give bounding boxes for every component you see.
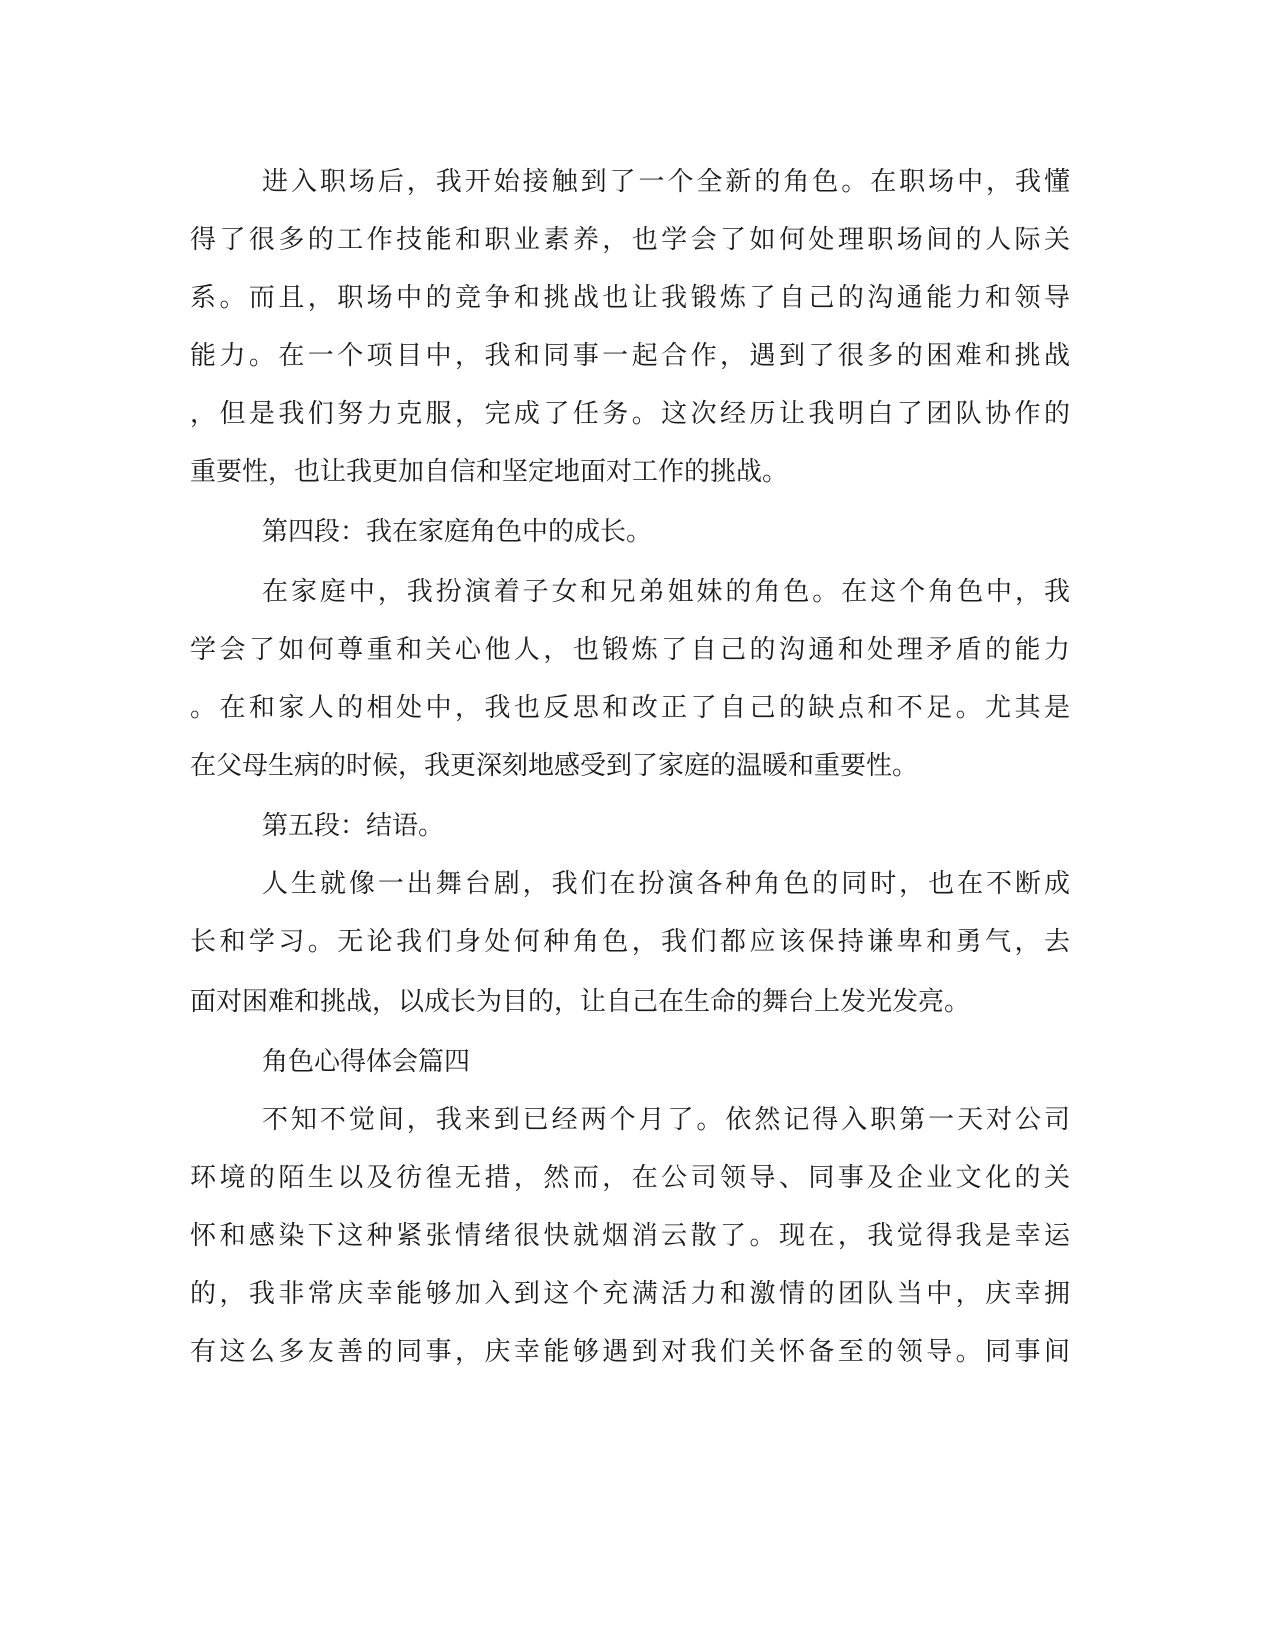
section-heading: 角色心得体会篇四 bbox=[262, 1047, 471, 1077]
text-line: 有这么多友善的同事，庆幸能够遇到对我们关怀备至的领导。同事间 bbox=[190, 1337, 1070, 1367]
text-line: 重要性，也让我更加自信和坚定地面对工作的挑战。 bbox=[190, 457, 789, 487]
text-line: 环境的陌生以及彷徨无措，然而，在公司领导、同事及企业文化的关 bbox=[190, 1163, 1070, 1193]
text-line: 得了很多的工作技能和职业素养，也学会了如何处理职场间的人际关 bbox=[190, 225, 1070, 255]
text-line: 在家庭中，我扮演着子女和兄弟姐妹的角色。在这个角色中，我 bbox=[262, 577, 1070, 607]
text-line: 。在和家人的相处中，我也反思和改正了自己的缺点和不足。尤其是 bbox=[190, 693, 1070, 723]
text-line: ，但是我们努力克服，完成了任务。这次经历让我明白了团队协作的 bbox=[190, 399, 1070, 429]
text-line: 人生就像一出舞台剧，我们在扮演各种角色的同时，也在不断成 bbox=[262, 869, 1070, 899]
text-line: 能力。在一个项目中，我和同事一起合作，遇到了很多的困难和挑战 bbox=[190, 341, 1070, 371]
section-heading: 第四段：我在家庭角色中的成长。 bbox=[262, 517, 653, 547]
text-line: 不知不觉间，我来到已经两个月了。依然记得入职第一天对公司 bbox=[262, 1105, 1070, 1135]
section-heading: 第五段：结语。 bbox=[262, 811, 445, 841]
text-line: 系。而且，职场中的竞争和挑战也让我锻炼了自己的沟通能力和领导 bbox=[190, 283, 1070, 313]
text-line: 面对困难和挑战，以成长为目的，让自己在生命的舞台上发光发亮。 bbox=[190, 987, 971, 1017]
text-line: 进入职场后，我开始接触到了一个全新的角色。在职场中，我懂 bbox=[262, 167, 1070, 197]
text-line: 学会了如何尊重和关心他人，也锻炼了自己的沟通和处理矛盾的能力 bbox=[190, 635, 1070, 665]
text-line: 长和学习。无论我们身处何种角色，我们都应该保持谦卑和勇气，去 bbox=[190, 927, 1070, 957]
text-line: 怀和感染下这种紧张情绪很快就烟消云散了。现在，我觉得我是幸运 bbox=[190, 1221, 1070, 1251]
text-line: 的，我非常庆幸能够加入到这个充满活力和激情的团队当中，庆幸拥 bbox=[190, 1279, 1070, 1309]
text-line: 在父母生病的时候，我更深刻地感受到了家庭的温暖和重要性。 bbox=[190, 751, 919, 781]
